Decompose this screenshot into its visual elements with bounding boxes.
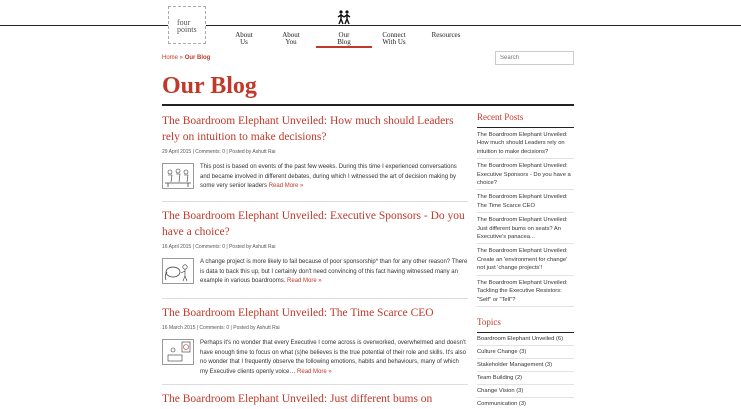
nav-about-you[interactable] xyxy=(263,8,319,48)
logo-line-1: four xyxy=(177,18,191,27)
post-body xyxy=(162,339,468,377)
recent-post-link[interactable]: The Boardroom Elephant Unveiled: Executive Sponsors - Do you have a choice? xyxy=(477,159,574,190)
topic-link[interactable]: Culture Change (3) xyxy=(477,346,574,359)
recent-posts-title: Recent Posts xyxy=(477,112,524,122)
cartoon-thumbnail-image xyxy=(162,339,194,365)
read-more-link[interactable]: Read More » xyxy=(297,368,332,375)
topic-link[interactable]: Change Vision (3) xyxy=(477,385,574,398)
hikers-icon xyxy=(336,10,352,26)
cartoon-thumbnail-image xyxy=(162,163,194,189)
recent-post-link[interactable]: The Boardroom Elephant Unveiled: Tackling the Executive Resistors: "Self" or "Tell"? xyxy=(477,276,574,307)
topic-link[interactable]: Stakeholder Management (3) xyxy=(477,359,574,372)
post-title[interactable]: The Boardroom Elephant Unveiled: How much should Leaders rely on intuition to make decisions? xyxy=(162,115,454,143)
post-divider xyxy=(162,201,468,202)
breadcrumb-home[interactable]: Home xyxy=(162,55,179,61)
post-title[interactable]: The Boardroom Elephant Unveiled: The Time Scarce CEO xyxy=(162,307,434,319)
breadcrumb-separator: » xyxy=(178,55,185,61)
blog-post xyxy=(162,208,468,288)
breadcrumb-current: Our Blog xyxy=(184,55,211,61)
post-divider xyxy=(162,298,468,299)
post-body xyxy=(162,163,468,193)
recent-posts-widget xyxy=(477,112,574,307)
post-excerpt: A change project is more likely to fail because of poor sponsorship* than for any other reason? There is data to back this up, but I certainly don't need convincing of this fact having witnessed many an example in various boardrooms. xyxy=(200,259,468,285)
post-meta: 16 April 2015 | Comments: 0 | Posted by Ashutt Rai xyxy=(162,244,276,250)
post-body xyxy=(162,258,468,288)
search-input[interactable] xyxy=(495,51,574,65)
topic-link[interactable]: Communication (3) xyxy=(477,398,574,409)
breadcrumb xyxy=(162,55,210,61)
post-title[interactable]: The Boardroom Elephant Unveiled: Executive Sponsors - Do you have a choice? xyxy=(162,210,465,238)
recent-post-link[interactable]: The Boardroom Elephant Unveiled: How much should Leaders rely on intuition to make decisions? xyxy=(477,128,574,159)
post-meta: 29 April 2015 | Comments: 0 | Posted by Ashutt Rai xyxy=(162,149,276,155)
topic-link[interactable]: Boardroom Elephant Unveiled (6) xyxy=(477,333,574,346)
nav-label: Our Blog xyxy=(337,31,351,46)
blog-post xyxy=(162,113,468,193)
blog-post xyxy=(162,391,468,407)
post-title[interactable]: The Boardroom Elephant Unveiled: Just different bums on xyxy=(162,393,433,405)
cartoon-thumbnail-image xyxy=(162,258,194,284)
post-divider xyxy=(162,384,468,385)
topics-widget xyxy=(477,317,574,409)
blog-post xyxy=(162,305,468,377)
post-meta: 16 March 2015 | Comments: 0 | Posted by Ashutt Rai xyxy=(162,325,280,331)
nav-our-blog[interactable] xyxy=(316,8,372,48)
post-excerpt: This post is based on events of the past few weeks. During this time I experienced conversations and became involved in different debates, during which I witnessed the art of decision making by some very senior leaders xyxy=(200,164,457,190)
logo[interactable] xyxy=(168,6,206,44)
recent-post-link[interactable]: The Boardroom Elephant Unveiled: Create an 'environment for change' not just 'change projects'! xyxy=(477,244,574,275)
nav-resources[interactable] xyxy=(418,8,474,48)
topics-title: Topics xyxy=(477,317,501,327)
recent-post-link[interactable]: The Boardroom Elephant Unveiled: Just different bums on seats? An Executive's panacea... xyxy=(477,213,574,244)
nav-label: Connect With Us xyxy=(382,31,406,46)
post-excerpt: Perhaps it's no wonder that every Executive I come across is overworked, overwhelmed and doesn't have enough time to focus on what (s)he believes is the true potential of their role and skills. It's also no wonder that I frequently observe the following emotions, habits and behaviours, many of which my Executive clients openly voice… xyxy=(200,340,466,375)
page-title: Our Blog xyxy=(162,73,257,99)
nav-label: About You xyxy=(282,31,300,46)
read-more-link[interactable]: Read More » xyxy=(268,183,304,190)
topic-link[interactable]: Team Building (2) xyxy=(477,372,574,385)
read-more-link[interactable]: Read More » xyxy=(287,278,322,285)
title-rule xyxy=(162,104,574,106)
recent-post-link[interactable]: The Boardroom Elephant Unveiled: The Time Scarce CEO xyxy=(477,190,574,213)
logo-line-2: points xyxy=(177,25,197,34)
nav-label: About Us xyxy=(235,31,253,46)
nav-label: Resources xyxy=(431,31,461,39)
nav-connect-with-us[interactable] xyxy=(366,8,422,48)
